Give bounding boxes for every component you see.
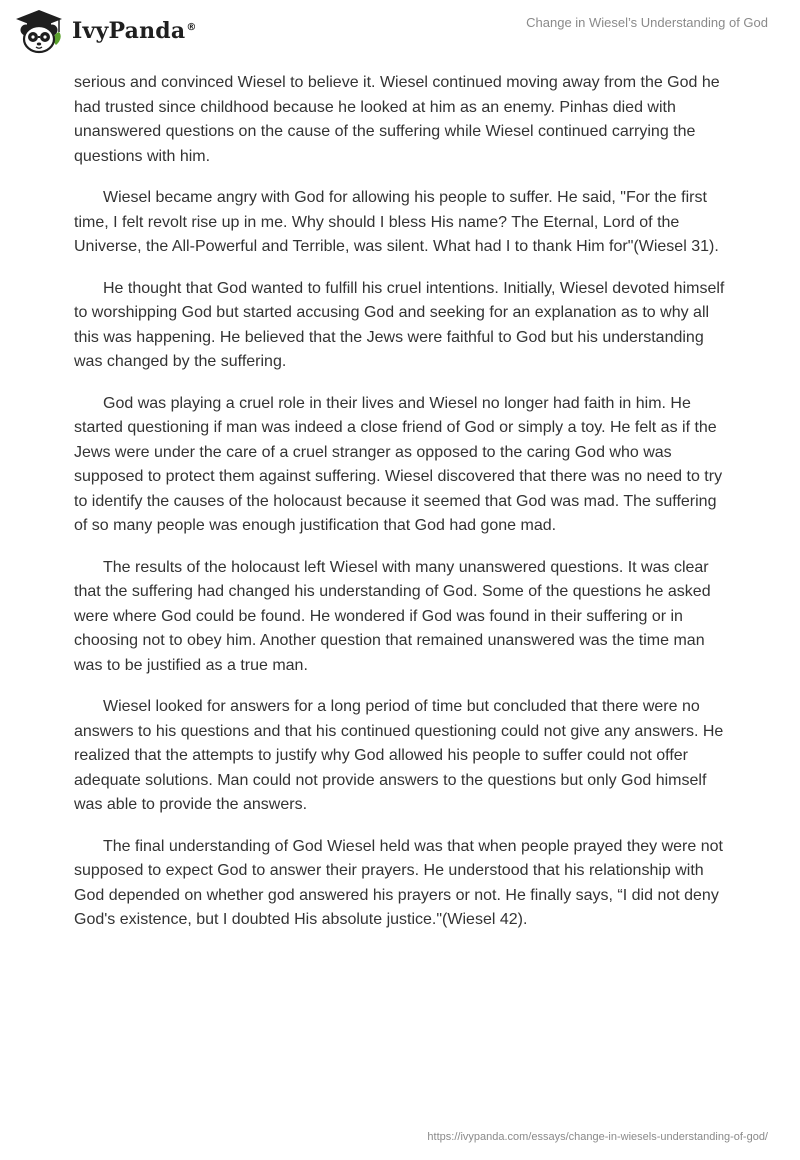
brand-name: IvyPanda® (72, 18, 197, 44)
ivypanda-logo[interactable] (12, 8, 197, 54)
paragraph: serious and convinced Wiesel to believe it. Wiesel continued moving away from the God he had trusted since childhood because he looked at him as an enemy. Pinhas died with unanswered questions on the cause of the suffering while Wiesel continued carrying the questions with him. (74, 74, 720, 165)
panda-graduate-icon (12, 8, 68, 54)
registered-mark: ® (186, 21, 197, 33)
paragraph: Wiesel looked for answers for a long period of time but concluded that there were no answers to his questions and that his continued questioning could not give any answers. He realized that the attempts to justify why God allowed his people to suffer could not offer adequate solutions. Man could not provide answers to the questions but only God himself was able to provide the answers. (74, 698, 724, 813)
paragraph: God was playing a cruel role in their lives and Wiesel no longer had faith in him. He started questioning if man was indeed a close friend of God or simply a toy. He felt as if the Jews were under the care of a cruel stranger as opposed to the caring God who was supposed to protect them against suffering. Wiesel discovered that there was no need to try to identify the causes of the holocaust because it seemed that God was mad. The suffering of so many people was enough justification that God had gone mad. (74, 394, 723, 534)
source-url[interactable]: https://ivypanda.com/essays/change-in-wiesels-understanding-of-god/ (427, 1131, 768, 1143)
document-title: Change in Wiesel’s Understanding of God (526, 15, 768, 30)
paragraph: Wiesel became angry with God for allowing his people to suffer. He said, "For the first time, I felt revolt rise up in me. Why should I bless His name? The Eternal, Lord of the Universe, the All-Powerful and Terrible, was silent. What had I to thank Him for"(Wiesel 31). (74, 189, 719, 255)
essay-body (74, 71, 734, 950)
paragraph: The results of the holocaust left Wiesel with many unanswered questions. It was clear that the suffering had changed his understanding of God. Some of the questions he asked were where God could be found. He wondered if God was found in their suffering or in choosing not to obey him. Another question that remained unanswered was the time man was to be justified as a true man. (74, 558, 711, 674)
page-header (0, 0, 800, 60)
paragraph: The final understanding of God Wiesel held was that when people prayed they were not supposed to expect God to answer their prayers. He understood that his relationship with God depended on whether god answered his prayers or not. He finally says, “I did not deny God's existence, but I doubted His absolute justice."(Wiesel 42). (74, 837, 723, 928)
paragraph: He thought that God wanted to fulfill his cruel intentions. Initially, Wiesel devoted himself to worshipping God but started accusing God and seeking for an explanation as to why all this was happening. He believed that the Jews were faithful to God but his understanding was changed by the suffering. (74, 279, 725, 370)
